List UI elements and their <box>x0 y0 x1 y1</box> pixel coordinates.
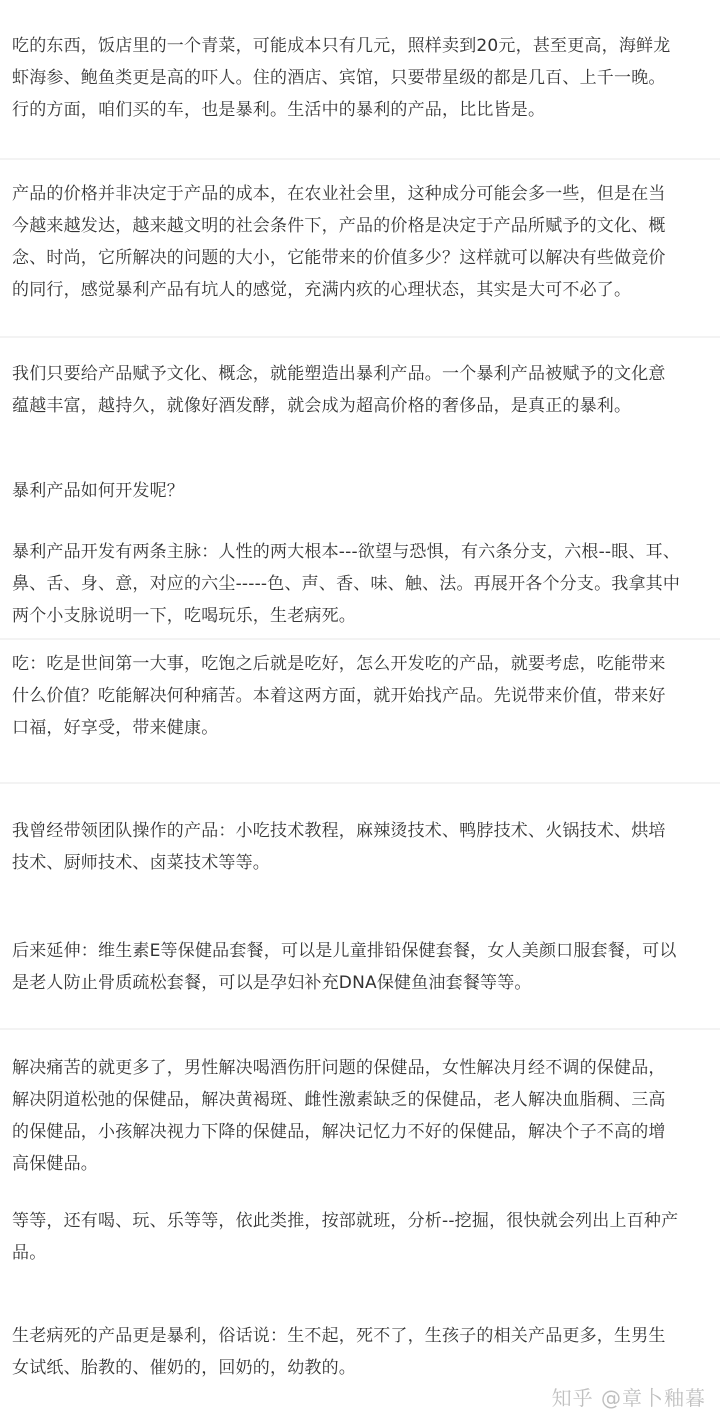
divider <box>0 782 720 784</box>
paragraph-culture-concept: 我们只要给产品赋予文化、概念，就能塑造出暴利产品。一个暴利产品被赋予的文化意 蕴越丰富，越持久，就像好酒发酵，就会成为超高价格的奢侈品，是真正的暴利。 <box>12 364 666 416</box>
paragraph-team-products: 我曾经带领团队操作的产品：小吃技术教程，麻辣烫技术、鸭脖技术、火锅技术、烘培 技术、厨师技术、卤菜技术等等。 <box>12 821 666 873</box>
paragraph-two-main-veins: 暴利产品开发有两条主脉：人性的两大根本---欲望与恐惧，有六条分支，六根--眼、耳、 鼻、舌、身、意，对应的六尘-----色、声、香、味、触、法。再展开各个分支。我拿其中 两个小支脉说明一下，吃喝玩乐，生老病死。 <box>12 542 681 626</box>
paragraph-etc: 等等，还有喝、玩、乐等等，依此类推，按部就班，分析--挖掘，很快就会列出上百种产 品。 <box>12 1211 679 1263</box>
paragraph-eating: 吃：吃是世间第一大事，吃饱之后就是吃好，怎么开发吃的产品，就要考虑，吃能带来 什么价值？吃能解决何种痛苦。本着这两方面，就开始找产品。先说带来价值，带来好 口福，好享受，带来健康。 <box>12 654 666 738</box>
divider <box>0 1028 720 1030</box>
divider <box>0 336 720 338</box>
paragraph-extension: 后来延伸：维生素E等保健品套餐，可以是儿童排铅保健套餐，女人美颜口服套餐，可以 是老人防止骨质疏松套餐，可以是孕妇补充DNA保健鱼油套餐等等。 <box>12 941 677 993</box>
paragraph-food-prices: 吃的东西，饭店里的一个青菜，可能成本只有几元，照样卖到20元，甚至更高，海鲜龙 虾海参、鲍鱼类更是高的吓人。住的酒店、宾馆，只要带星级的都是几百、上千一晚。 行的方面，咱们买的车，也是暴利。生活中的暴利的产品，比比皆是。 <box>12 36 671 120</box>
paragraph-price-determination: 产品的价格并非决定于产品的成本，在农业社会里，这种成分可能会多一些，但是在当 今越来越发达，越来越文明的社会条件下，产品的价格是决定于产品所赋予的文化、概 念、时尚，它所解决的问题的大小，它能带来的价值多少？这样就可以解决有些做竞价 的同行，感觉暴利产品有坑人的感觉，充满内疚的心理状态，其实是大可不必了。 <box>12 184 666 300</box>
divider <box>0 158 720 160</box>
paragraph-life-death: 生老病死的产品更是暴利，俗话说：生不起，死不了，生孩子的相关产品更多，生男生 女试纸、胎教的、催奶的，回奶的，幼教的。 <box>12 1326 666 1378</box>
paragraph-solving-pain: 解决痛苦的就更多了，男性解决喝酒伤肝问题的保健品，女性解决月经不调的保健品， 解决阴道松弛的保健品，解决黄褐斑、雌性激素缺乏的保健品，老人解决血脂稠、三高 的保健品，小孩解决视力下降的保健品，解决记忆力不好的保健品，解决个子不高的增 高保健品。 <box>12 1058 666 1174</box>
paragraph-question-heading: 暴利产品如何开发呢？ <box>12 481 184 501</box>
divider <box>0 638 720 640</box>
zhihu-watermark: 知乎 @章卜釉暮 <box>551 1386 706 1410</box>
